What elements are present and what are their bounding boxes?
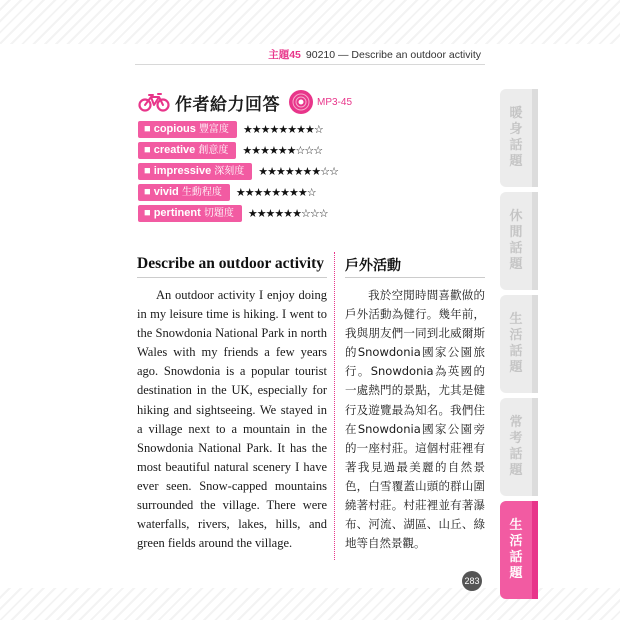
rating-pill: ■ copious 豐富度: [138, 121, 237, 138]
rating-pill: ■ creative 創意度: [138, 142, 236, 159]
bicycle-icon: [137, 92, 171, 112]
tab-leisure[interactable]: [500, 192, 538, 290]
tab-label: 休 閒 話 題: [509, 209, 523, 272]
rating-label: creative: [153, 144, 196, 156]
rating-label: pertinent: [153, 207, 201, 219]
rating-label-zh: 深刻度: [214, 166, 245, 177]
header-rule: [135, 64, 485, 65]
english-passage: [137, 286, 327, 553]
page-number: 283: [462, 571, 482, 591]
star-rating: ★★★★★★☆☆☆: [242, 144, 323, 157]
english-title: Describe an outdoor activity: [137, 255, 324, 272]
rating-row: [138, 161, 338, 182]
tab-label: 常 考 話 題: [509, 415, 523, 478]
tab-common-topics[interactable]: [500, 398, 538, 496]
section-heading: [137, 89, 352, 115]
cd-icon[interactable]: [288, 89, 314, 115]
top-stripe-pattern: [0, 0, 620, 44]
rating-row: [138, 203, 338, 224]
tab-warmup[interactable]: [500, 89, 538, 187]
rating-row: [138, 182, 338, 203]
title-rule-right: [345, 277, 485, 278]
rating-label-zh: 豐富度: [198, 124, 229, 135]
rating-label: copious: [153, 123, 196, 135]
chinese-title: 戶外活動: [345, 258, 401, 274]
rating-pill: ■ vivid 生動程度: [138, 184, 230, 201]
tab-label: 生 活 話 題: [509, 312, 523, 375]
audio-track-label: MP3-45: [317, 96, 353, 108]
tab-daily-life[interactable]: [500, 295, 538, 393]
star-rating: ★★★★★★★★☆: [242, 123, 323, 136]
section-title: 作者給力回答: [175, 94, 280, 115]
tab-daily-life-active[interactable]: [500, 501, 538, 599]
rating-row: [138, 140, 338, 161]
star-rating: ★★★★★★☆☆☆: [247, 207, 328, 220]
title-rule-left: [137, 277, 327, 278]
header-text: 90210 — Describe an outdoor activity: [305, 49, 481, 61]
rating-pill: ■ impressive 深刻度: [138, 163, 252, 180]
rating-pill: ■ pertinent 切題度: [138, 205, 242, 222]
rating-label-zh: 創意度: [198, 145, 229, 156]
chinese-passage: [345, 286, 485, 553]
rating-label: vivid: [153, 186, 179, 198]
star-rating: ★★★★★★★☆☆: [258, 165, 339, 178]
rating-label-zh: 切題度: [203, 208, 234, 219]
rating-row: [138, 119, 338, 140]
running-header: [268, 47, 481, 62]
star-rating: ★★★★★★★★☆: [235, 186, 316, 199]
rating-label: impressive: [153, 165, 212, 177]
english-passage-text: An outdoor activity I enjoy doing in my leisure time is hiking. I went to the Snowdonia National Park in north Wales with my friends a few years ago. Snowdonia is a popular tourist destination in the UK, especially for hiking and sightseeing. We stayed in a village next to a mountain in the Snowdonia National Park. It has the most beautiful natural scenery I have ever seen. Snow-capped mountains surrounded the village. There were waterfalls, rivers, lakes, hills, and green fields around the village.: [137, 288, 327, 551]
topic-number: 主題45: [268, 49, 301, 61]
tab-label: 生 活 話 題: [509, 518, 523, 581]
tab-label: 暖 身 話 題: [509, 106, 523, 169]
chinese-passage-text: 我於空閒時間喜歡做的戶外活動為健行。幾年前，我與朋友們一同到北威爾斯的Snowdonia國家公園旅行。Snowdonia為英國的一處熱門的景點，尤其是健行及遊覽最為知名。我們住在Snowdonia國家公園旁的一座村莊。這個村莊裡有著我見過最美麗的自然景色，白雪覆蓋山頭的群山圍繞著村莊。村莊裡並有著瀑布、河流、湖區、山丘、綠地等自然景觀。: [345, 288, 486, 551]
rating-list: [138, 119, 338, 224]
rating-label-zh: 生動程度: [181, 187, 222, 198]
column-divider: [334, 252, 335, 560]
